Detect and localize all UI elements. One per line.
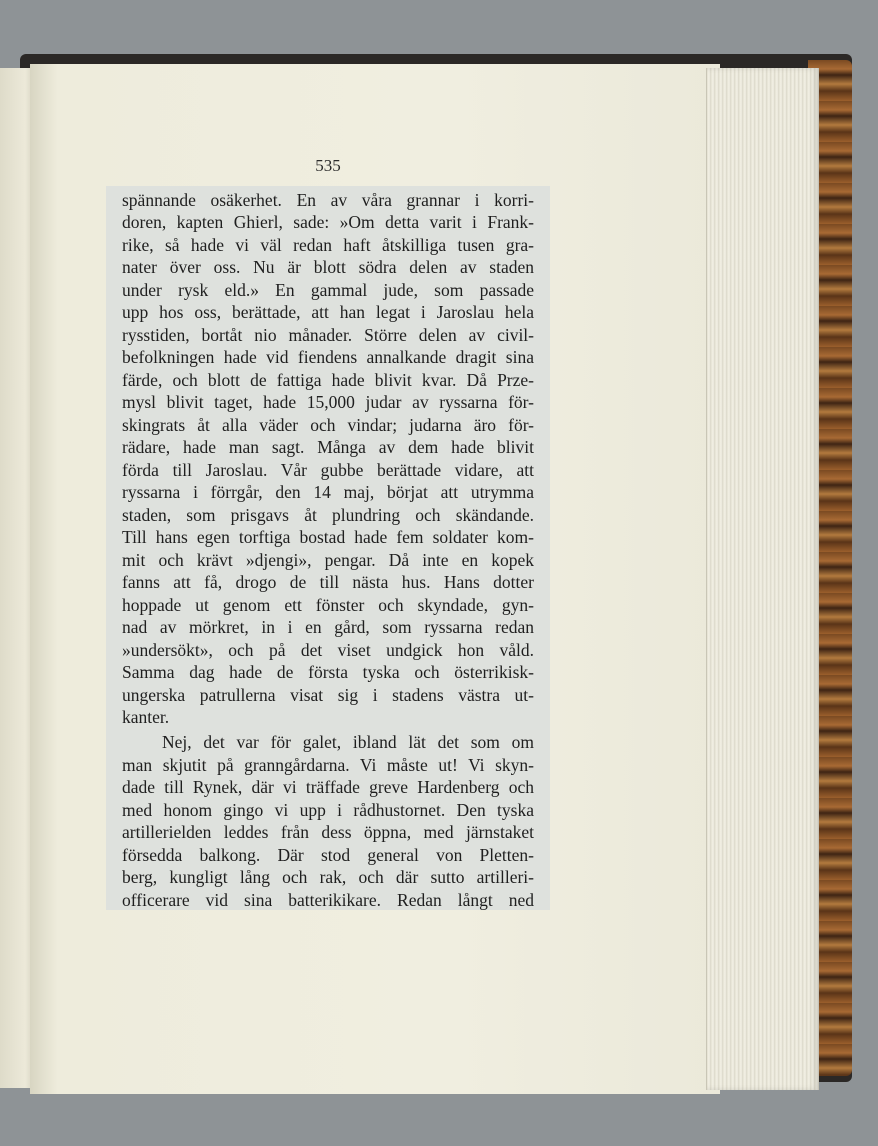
text-line: befolkningen hade vid fiendens annalkande dragit sina [122, 347, 534, 367]
text-line: officerare vid sina batterikikare. Redan långt ned [122, 890, 534, 910]
text-line: dade till Rynek, där vi träffade greve Hardenberg och [122, 777, 534, 797]
text-line: berg, kungligt lång och rak, och där sutto artilleri- [122, 867, 534, 887]
text-line: med honom gingo vi upp i rådhustornet. Den tyska [122, 800, 534, 820]
text-line: spännande osäkerhet. En av våra grannar i korri- [122, 190, 534, 210]
page-stack-edge [706, 68, 819, 1090]
text-line: Till hans egen torftiga bostad hade fem soldater kom- [122, 527, 534, 547]
text-line: ungerska patrullerna visat sig i stadens västra ut- [122, 685, 534, 705]
text-line: mit och krävt »djengi», pengar. Då inte en kopek [122, 550, 534, 570]
text-line: under rysk eld.» En gammal jude, som passade [122, 280, 534, 300]
text-line: skingrats åt alla väder och vindar; judarna äro för- [122, 415, 534, 435]
text-line: nad av mörkret, in i en gård, som ryssarna redan [122, 617, 534, 637]
text-line: upp hos oss, berättade, att han legat i Jaroslau hela [122, 302, 534, 322]
page-number: 535 [315, 156, 341, 175]
text-line: hoppade ut genom ett fönster och skyndade, gyn- [122, 595, 534, 615]
text-line: ryssarna i förrgår, den 14 maj, börjat att utrymma [122, 482, 534, 502]
text-line: nater över oss. Nu är blott södra delen av staden [122, 257, 534, 277]
text-line: doren, kapten Ghierl, sade: »Om detta varit i Frank- [122, 212, 534, 232]
text-line: förda till Jaroslau. Vår gubbe berättade vidare, att [122, 460, 534, 480]
text-line: försedda balkong. Där stod general von Pletten- [122, 845, 534, 865]
text-line: »undersökt», och på det viset undgick hon våld. [122, 640, 534, 660]
text-line: rädare, hade man sagt. Många av dem hade blivit [122, 437, 534, 457]
text-line: staden, som prisgavs åt plundring och skändande. [122, 505, 534, 525]
text-line: fanns att få, drogo de till nästa hus. Hans dotter [122, 572, 534, 592]
text-line: man skjutit på granngårdarna. Vi måste ut! Vi skyn- [122, 755, 534, 775]
text-line: Nej, det var för galet, ibland lät det som om [162, 732, 534, 752]
text-line: kanter. [122, 707, 170, 727]
text-line: mysl blivit taget, hade 15,000 judar av ryssarna för- [122, 392, 534, 412]
text-line: rysstiden, bortåt nio månader. Större delen av civil- [122, 325, 534, 345]
text-line: färde, och blott de fattiga hade blivit kvar. Då Prze- [122, 370, 534, 390]
text-line: artillerielden leddes från dess öppna, med järnstaket [122, 822, 534, 842]
text-line: Samma dag hade de första tyska och österrikisk- [122, 662, 534, 682]
text-line: rike, så hade vi väl redan haft åtskilliga tusen gra- [122, 235, 534, 255]
